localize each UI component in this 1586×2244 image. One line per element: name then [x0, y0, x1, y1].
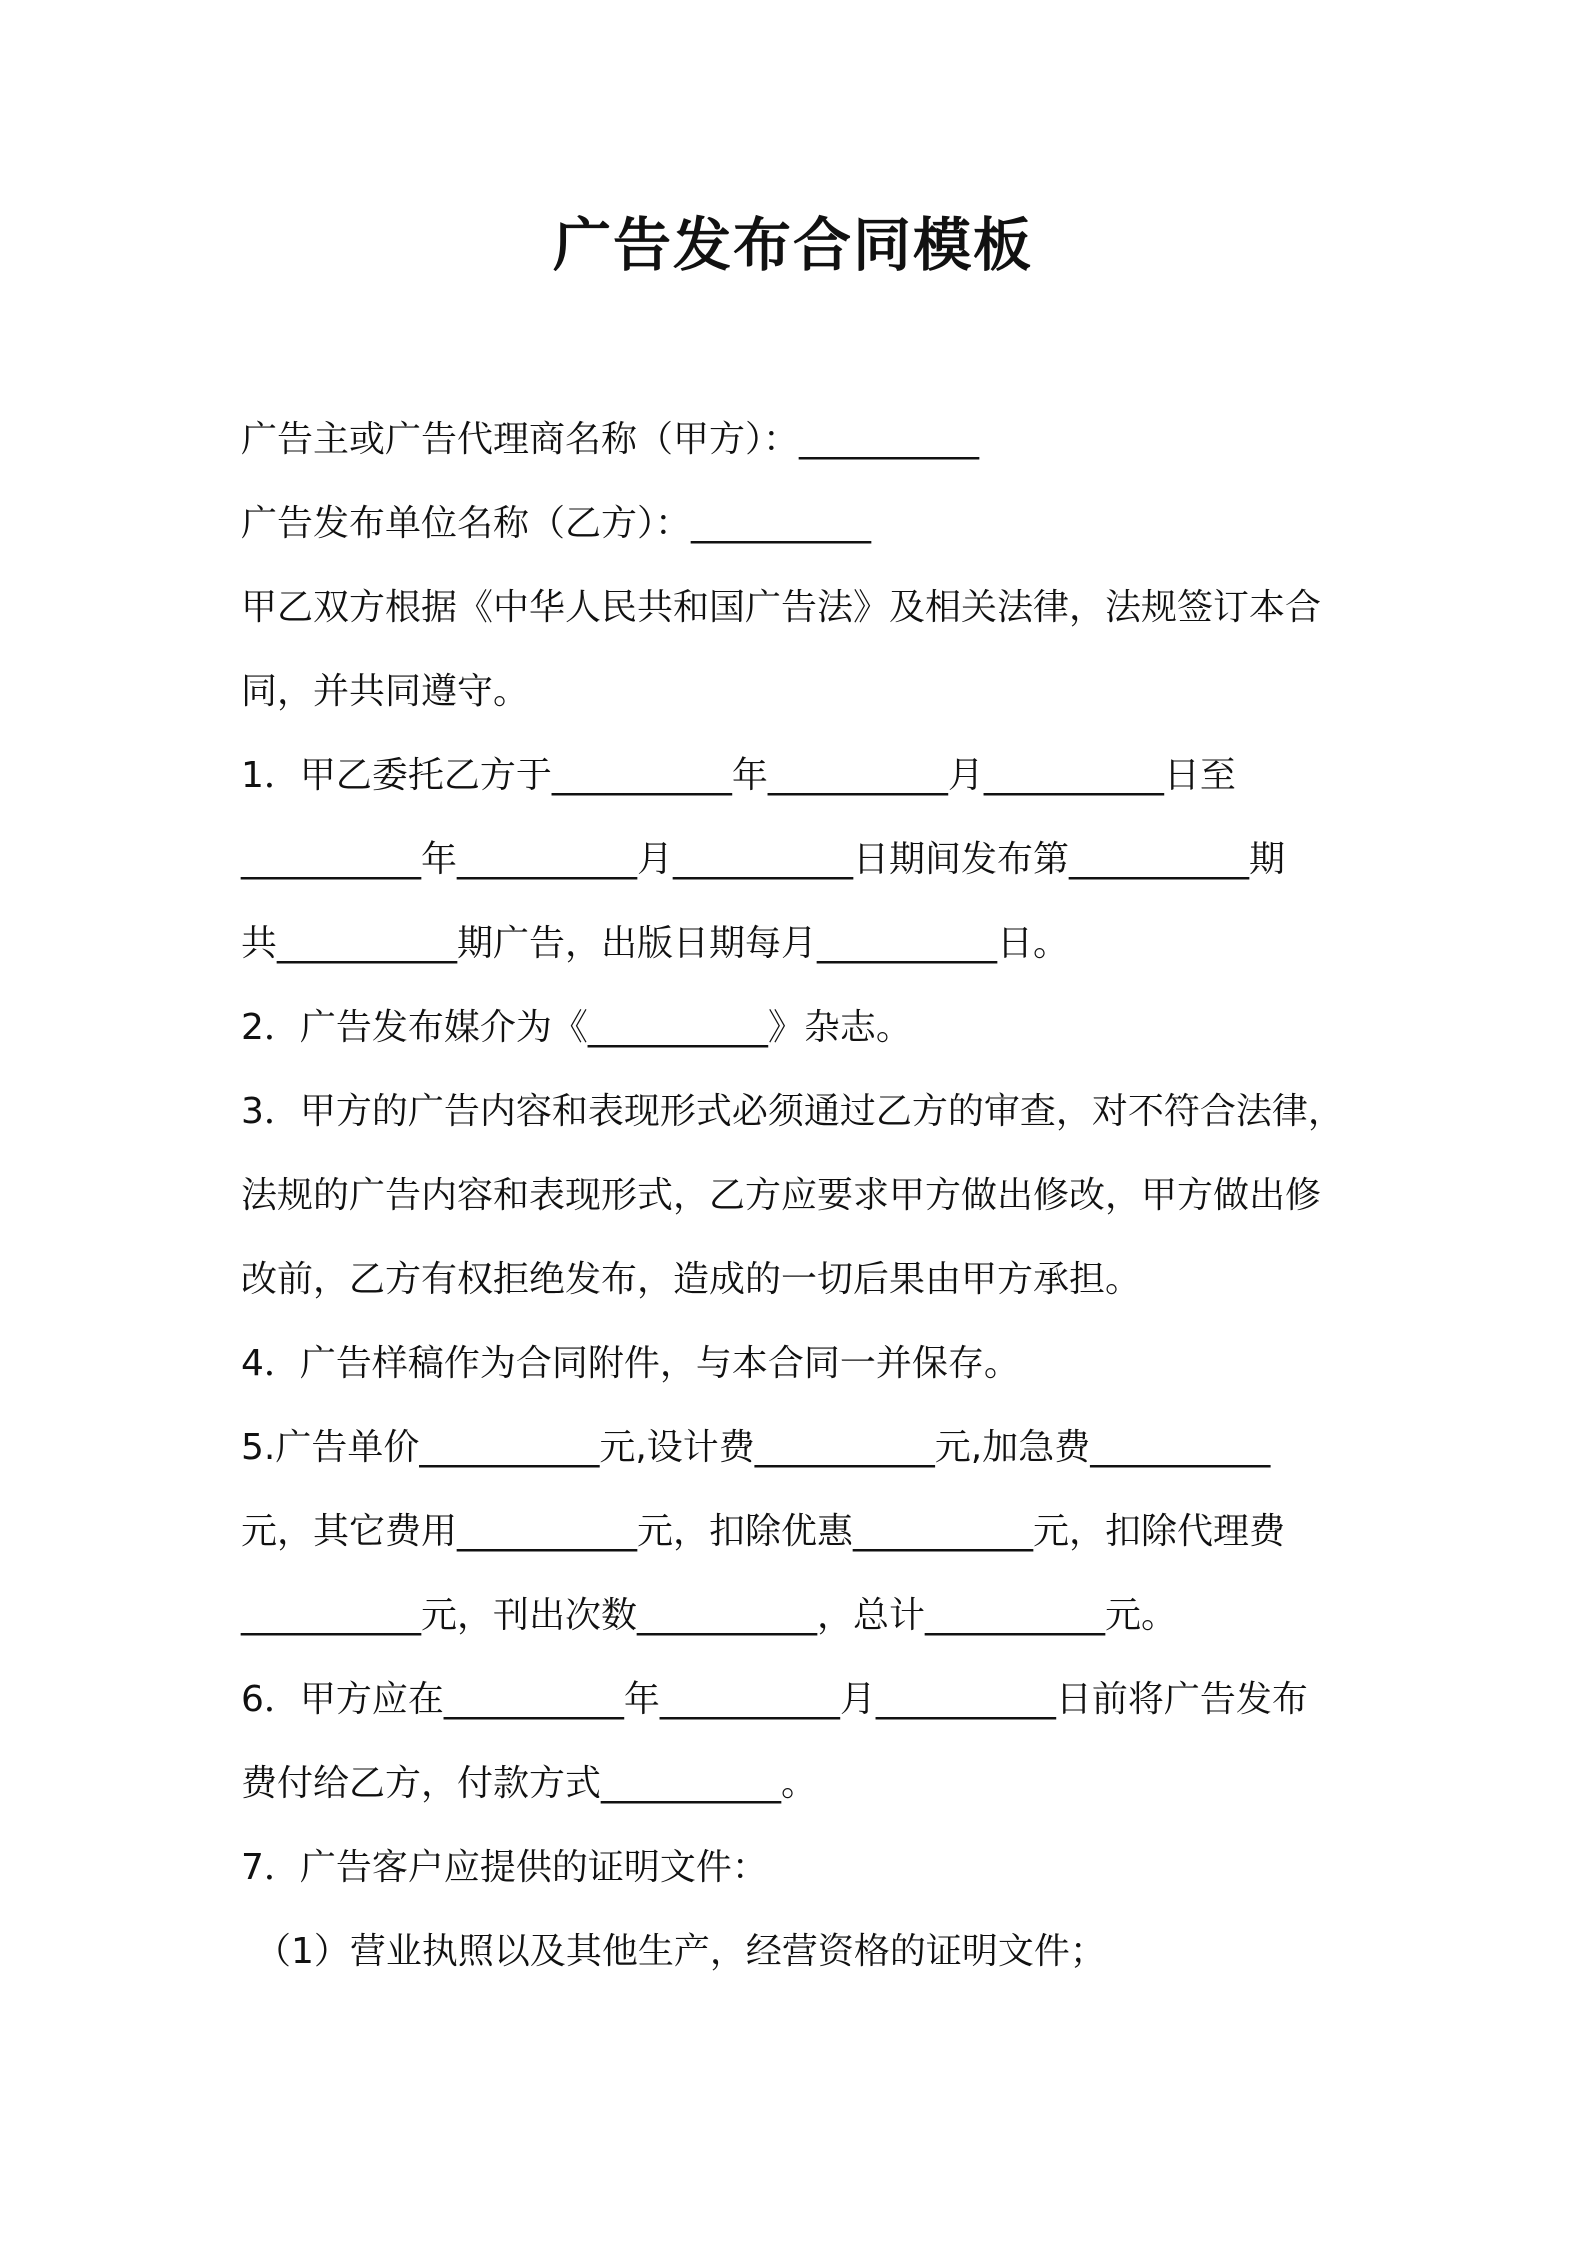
- clause-5-line-2: 元，其它费用__________元，扣除优惠__________元，扣除代理费: [241, 1511, 1286, 1552]
- document-body: [241, 398, 1371, 1994]
- clause-3-line-2: 法规的广告内容和表现形式，乙方应要求甲方做出修改，甲方做出修: [241, 1175, 1322, 1216]
- preamble-line-2: 同，并共同遵守。: [241, 671, 530, 712]
- clause-3-line-1: 3．甲方的广告内容和表现形式必须通过乙方的审查，对不符合法律，: [241, 1091, 1344, 1132]
- clause-6-line-2: 费付给乙方，付款方式__________。: [241, 1763, 818, 1804]
- clause-7-line: 7．广告客户应提供的证明文件：: [241, 1847, 768, 1888]
- document-title: 广告发布合同模板: [552, 211, 1033, 279]
- clause-3-line-3: 改前，乙方有权拒绝发布，造成的一切后果由甲方承担。: [241, 1259, 1142, 1300]
- clause-5-line-1: 5.广告单价__________元,设计费__________元,加急费__________: [241, 1427, 1271, 1468]
- clause-1-line-2: __________年__________月__________日期间发布第__________期: [241, 839, 1286, 880]
- clause-1-line-1: 1．甲乙委托乙方于__________年__________月__________日至: [241, 755, 1236, 796]
- clause-1-line-3: 共__________期广告，出版日期每月__________日。: [241, 923, 1070, 964]
- clause-6-line-1: 6．甲方应在__________年__________月__________日前将广告发布: [241, 1679, 1308, 1720]
- party-b-line: 广告发布单位名称（乙方）：__________: [241, 503, 872, 544]
- clause-2-line: 2．广告发布媒介为《__________》杂志。: [241, 1007, 912, 1048]
- party-a-line: 广告主或广告代理商名称（甲方）：__________: [241, 419, 980, 460]
- clause-5-line-3: __________元，刊出次数__________，总计__________元。: [241, 1595, 1178, 1636]
- clause-7-item-1: （1）营业执照以及其他生产，经营资格的证明文件；: [255, 1931, 1106, 1972]
- preamble-line-1: 甲乙双方根据《中华人民共和国广告法》及相关法律，法规签订本合: [241, 587, 1322, 628]
- clause-4-line: 4．广告样稿作为合同附件，与本合同一并保存。: [241, 1343, 1020, 1384]
